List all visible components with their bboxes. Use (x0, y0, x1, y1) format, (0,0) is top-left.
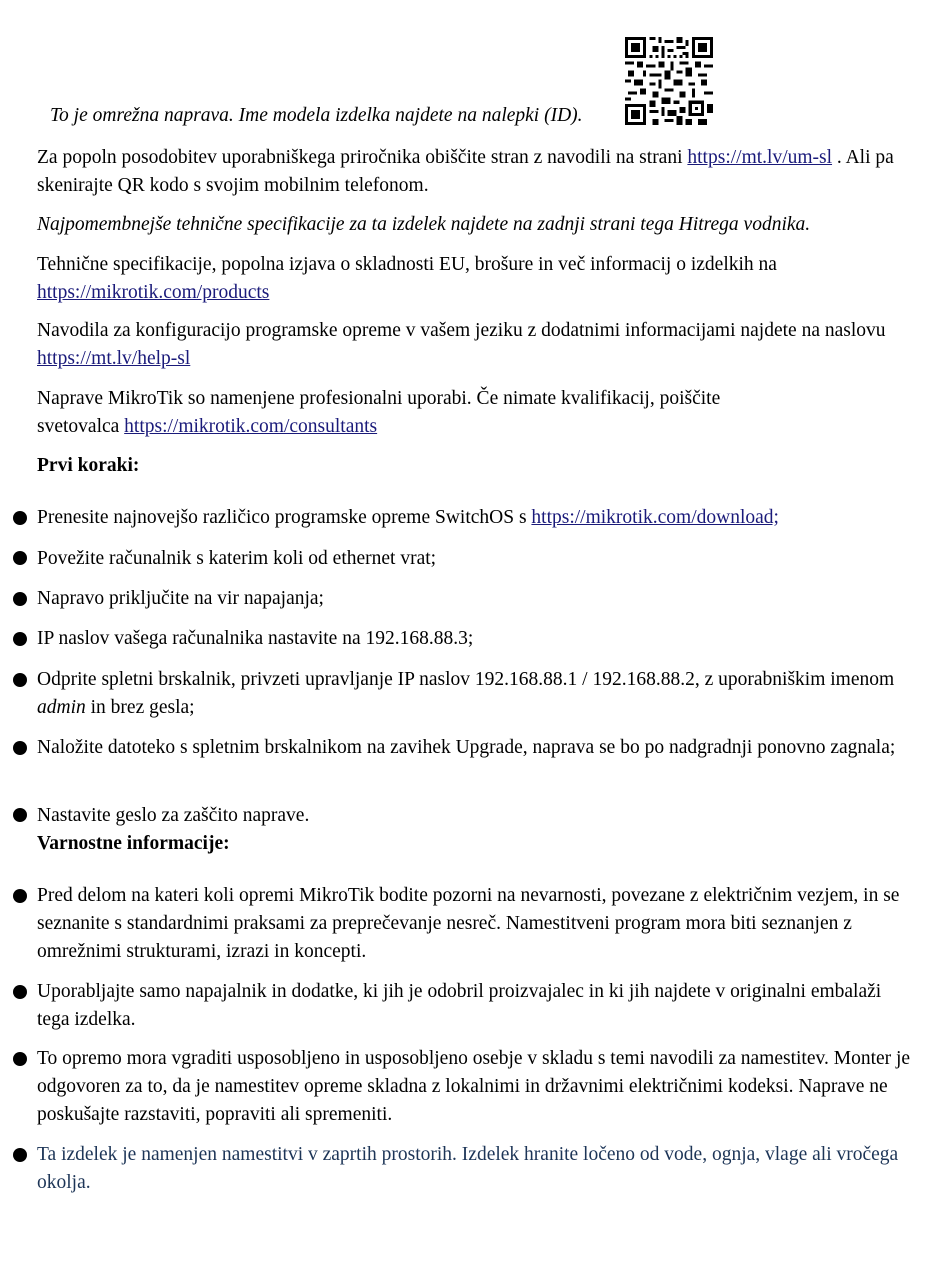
bullet-icon (13, 985, 27, 999)
safety-heading: Varnostne informacije: (37, 833, 230, 854)
safety-item-power-supply: Uporabljajte samo napajalnik in dodatke, ki jih je odobril proizvajalec in ki jih najdete v originalni embalaži tega izdelka. (37, 981, 882, 1030)
products-text: Tehnične specifikacije, popolna izjava o skladnosti EU, brošure in več informacij o izdelkih na (37, 254, 777, 275)
consultants-link[interactable]: https://mikrotik.com/consultants (124, 416, 378, 437)
safety-item-indoor: Ta izdelek je namenjen namestitvi v zaprtih prostorih. Izdelek hranite ločeno od vode, ognja, vlage ali vročega okolja. (37, 1144, 899, 1193)
safety-item-hazards: Pred delom na kateri koli opremi MikroTik bodite pozorni na nevarnosti, povezane z električnim vezjem, in se seznanite s standardnimi praksami za preprečevanje nesreč. Namestitveni program mora biti seznanjen z omrežnimi strukturami, izrazi in koncepti. (37, 885, 900, 962)
step-browser-text: Odprite spletni brskalnik, privzeti upravljanje IP naslov 192.168.88.1 / 192.168.88.2, z uporabniškim imenom (37, 669, 895, 690)
step-connect: Povežite računalnik s katerim koli od ethernet vrat; (37, 548, 437, 569)
update-text-after: . Ali pa skenirajte QR kodo s svojim mobilnim telefonom. (37, 147, 894, 196)
bullet-icon (13, 632, 27, 646)
help-paragraph (37, 317, 917, 373)
step-ip: IP naslov vašega računalnika nastavite na 192.168.88.3; (37, 628, 474, 649)
products-link[interactable]: https://mikrotik.com/products (37, 282, 270, 303)
step-password: Nastavite geslo za zaščito naprave. (37, 805, 310, 826)
admin-username: admin (37, 697, 86, 718)
bullet-icon (13, 511, 27, 525)
bullet-icon (13, 889, 27, 903)
step-upgrade: Naložite datoteko s spletnim brskalnikom na zavihek Upgrade, naprava se bo po nadgradnji ponovno zagnala; (37, 737, 896, 758)
bullet-icon (13, 551, 27, 565)
specs-note: Najpomembnejše tehnične specifikacije za ta izdelek najdete na zadnji strani tega Hitrega vodnika. (37, 214, 811, 235)
consultants-text: Naprave MikroTik so namenjene profesionalni uporabi. Če nimate kvalifikacij, poiščite svetovalca (37, 388, 721, 437)
bullet-icon (13, 592, 27, 606)
update-text: Za popoln posodobitev uporabniškega priročnika obiščite stran z navodili na strani (37, 147, 688, 168)
user-manual-link[interactable]: https://mt.lv/um-sl (687, 147, 833, 168)
step-browser-text-end: in brez gesla; (85, 697, 195, 718)
step-browser (37, 666, 917, 722)
bullet-icon (13, 673, 27, 687)
qr-code-icon (625, 37, 713, 125)
step-download-text: Prenesite najnovejšo različico programske opreme SwitchOS s (37, 507, 532, 528)
first-steps-heading: Prvi koraki: (37, 455, 140, 476)
safety-item-installation: To opremo mora vgraditi usposobljeno in usposobljeno osebje v skladu s temi navodili za namestitev. Monter je odgovoren za to, da je namestitev opreme skladna z lokalnimi in državnimi električnimi kodeksi. Naprave ne poskušajte razstaviti, popraviti ali spremeniti. (37, 1048, 911, 1125)
bullet-icon (13, 808, 27, 822)
bullet-icon (13, 741, 27, 755)
products-paragraph (37, 251, 827, 307)
download-link[interactable]: https://mikrotik.com/download; (531, 507, 779, 528)
bullet-icon (13, 1052, 27, 1066)
step-download (37, 504, 917, 532)
bullet-icon (13, 1148, 27, 1162)
help-text: Navodila za konfiguracijo programske opreme v vašem jeziku z dodatnimi informacijami najdete na naslovu (37, 320, 886, 341)
step-power: Napravo priključite na vir napajanja; (37, 588, 324, 609)
intro-text: To je omrežna naprava. Ime modela izdelka najdete na nalepki (ID). (50, 105, 583, 126)
consultants-paragraph (37, 385, 797, 441)
help-link[interactable]: https://mt.lv/help-sl (37, 348, 191, 369)
update-paragraph (37, 144, 917, 200)
